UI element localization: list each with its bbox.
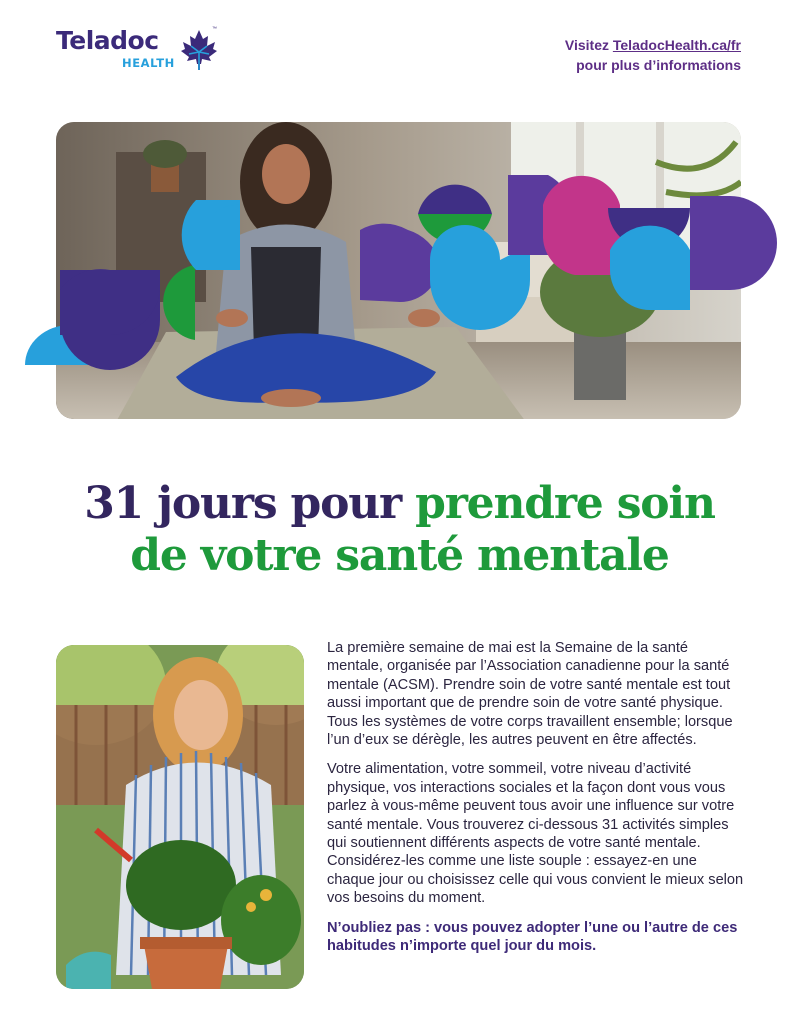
page-headline	[0, 478, 799, 582]
trademark-symbol: ™	[212, 26, 217, 32]
visit-line2: pour plus d’informations	[576, 57, 741, 73]
logo-wordmark: Teladoc	[56, 26, 159, 55]
headline-part-2: prendre soin	[415, 478, 715, 529]
headline-part-1: 31 jours pour	[84, 478, 416, 529]
reminder-note: N’oubliez pas : vous pouvez adopter l’une ou l’autre de ces habitudes n’importe quel jour du mois.	[327, 919, 738, 955]
website-link[interactable]: TeladocHealth.ca/fr	[612, 37, 741, 53]
gardening-woman-photo	[56, 645, 304, 989]
teladoc-logo[interactable]	[56, 26, 217, 70]
intro-paragraph-1: La première semaine de mai est la Semaine de la santé mentale, organisée par l’Association canadienne pour la santé mentale (ACSM). Prendre soin de votre santé mentale est tout aussi important que de prendre soin de votre santé physique. Tous les systèmes de votre corps travaillent ensemble; lorsque l’un d’eux se dérègle, les autres peuvent en être affectés.	[327, 640, 733, 749]
maple-leaf-icon	[180, 28, 218, 72]
visit-prefix: Visitez	[564, 37, 613, 53]
logo-subtitle: HEALTH	[122, 56, 175, 70]
intro-text	[327, 639, 747, 967]
visit-website-note	[565, 35, 741, 75]
hero-meditation-photo	[56, 122, 741, 419]
intro-paragraph-2: Votre alimentation, votre sommeil, votre niveau d’activité physique, vos interactions sociales et la façon dont vous vous parlez à vous-même peuvent tous avoir une influence sur votre santé mentale. Vous trouverez ci-dessous 31 activités simples qui soutiennent différents aspects de votre santé mentale. Considérez-les comme une liste souple : essayez-en une chaque jour ou choisissez celle qui vous convient le mieux selon vos besoins du moment.	[327, 761, 744, 907]
headline-part-3: de votre santé mentale	[130, 530, 669, 581]
